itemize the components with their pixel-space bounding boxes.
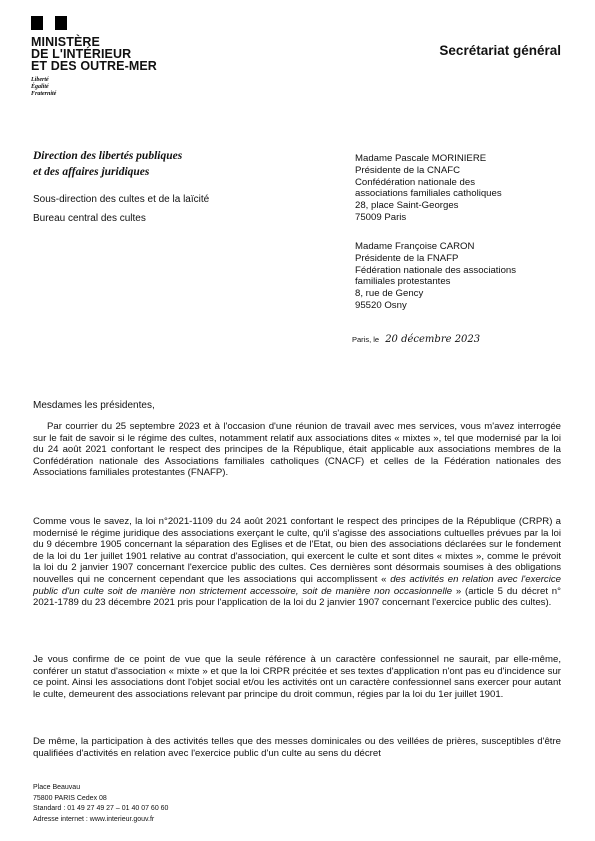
footer-line: 75800 PARIS Cedex 08 [33, 794, 107, 802]
footer-line: Place Beauvau [33, 784, 81, 791]
paragraph-4: De même, la participation à des activités telles que des messes dominicales ou des veillées de prières, susceptibles d'être qualifiées d'activités en relation avec l'exercice public d'un culte au sens du décret [33, 736, 561, 759]
sender-direction [33, 148, 182, 180]
ministry-line: DE L'INTÉRIEUR [31, 47, 132, 61]
paragraph-2 [33, 516, 561, 609]
address-line: 95520 Osny [355, 299, 407, 311]
address-line: familiales protestantes [355, 276, 451, 288]
date-line [352, 334, 480, 345]
motto-line: Fraternité [31, 91, 57, 97]
address-line: associations familiales catholiques [355, 188, 502, 200]
secretariat-title: Secrétariat général [439, 43, 561, 58]
address-line: Confédération nationale des [355, 176, 476, 188]
salutation: Mesdames les présidentes, [33, 400, 155, 411]
marianne-emblem-icon [31, 16, 67, 30]
subdivision-line: Sous-direction des cultes et de la laïcité [33, 194, 210, 205]
address-line: Madame Pascale MORINIERE [355, 153, 487, 164]
ministry-line: ET DES OUTRE-MER [31, 59, 157, 73]
address-line: 28, place Saint-Georges [355, 200, 459, 212]
ministry-line: MINISTÈRE [31, 35, 100, 49]
address-line: 8, rue de Gency [355, 288, 424, 300]
address-line: Présidente de la FNAFP [355, 252, 459, 264]
direction-line: Direction des libertés publiques [33, 150, 183, 162]
direction-line: et des affaires juridiques [33, 166, 150, 178]
paragraph-text: » (article 5 du décret n° 2021-1789 du 23 décembre 2021 pris pour l'application de la loi du 2 janvier 1907 concernant l'exercice public des cultes). [33, 585, 561, 609]
sender-subdivision [33, 190, 209, 228]
footer-address [33, 783, 168, 825]
motto-line: Égalité [31, 84, 49, 90]
address-line: 75009 Paris [355, 211, 407, 223]
decree-quote: des activités en relation avec l'exercice public d'un culte soit de manière non strictement accessoire, soit de manière non occasionnelle [33, 573, 561, 597]
footer-line: Adresse internet : www.interieur.gouv.fr [33, 815, 155, 823]
paragraph-1: Par courrier du 25 septembre 2023 et à l'occasion d'une réunion de travail avec mes services, vous m'avez interrogée sur le fait de savoir si le régime des cultes, notamment relatif aux associations dites « mixtes », tel que modernisé par la loi du 24 août 2021 confortant le respect des principes de la République, était applicable aux associations membres de la Confédération nationale des Associations familiales catholiques (CNACF) et celles de la Fédération nationales des Associations familiales protestantes (FNAFP). [33, 421, 561, 479]
address-line: Présidente de la CNAFC [355, 164, 461, 176]
republic-motto [31, 77, 206, 98]
paragraph-3: Je vous confirme de ce point de vue que la seule référence à un caractère confessionnel ne saurait, par elle-même, conférer un statut d'association « mixte » et que la loi CRPR précitée et ses textes d'application n'ont pas eu d'incidence sur ce point. Ainsi les associations dont l'objet social et/ou les activités ont un caractère confessionnel sans exercer pour autant le culte, demeurent des associations relevant par principe du droit commun, régies par la loi du 1er juillet 1901. [33, 654, 561, 700]
ministry-logo [31, 16, 206, 98]
paragraph-text: Comme vous le savez, la loi n°2021-1109 du 24 août 2021 confortant le respect des principes de la République (CRPR) a modernisé le régime juridique des associations exerçant le culte, qu'il s'agisse des associations cultuelles prévues par la loi du 9 décembre 1905 concernant la séparation des Eglises et de l'Etat, ou bien des associations déclarées sur le fondement de la loi du 1er juillet 1901 relative au contrat d'association, qui exercent le culte et sont dites « mixtes », comme le prévoit la loi du 2 janvier 1907 concernant l'exercice public des cultes. Ces dernières sont désormais soumises à des obligations nouvelles qui ne concernent cependant que les associations qui accomplissent « [33, 516, 561, 585]
date-prefix: Paris, le [352, 335, 380, 344]
address-line: Fédération nationale des associations [355, 264, 517, 276]
address-line: Madame Françoise CARON [355, 241, 475, 252]
subdivision-line: Bureau central des cultes [33, 213, 146, 224]
recipient-address-1 [355, 153, 502, 224]
motto-line: Liberté [31, 77, 49, 83]
ministry-name [31, 36, 206, 72]
recipient-address-2 [355, 241, 516, 312]
footer-line: Standard : 01 49 27 49 27 – 01 40 07 60 60 [33, 805, 169, 812]
handwritten-date: 20 décembre 2023 [385, 334, 481, 345]
